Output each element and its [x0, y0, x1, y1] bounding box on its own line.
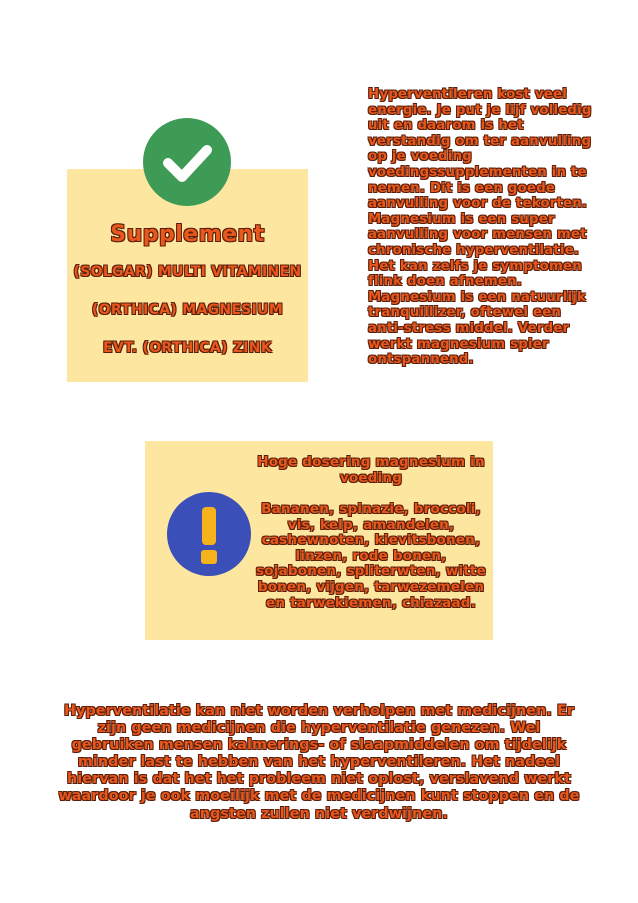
intro-paragraph: Hyperventileren kost veel energie. Je put je lijf volledig uit en daarom is het verstandig om ter aanvulling op je voeding voedingssupplementen in te nemen. Dit is een goede aanvulling voor de tekorten. Magnesium is een super aanvulling voor mensen met chronische hyperventilatie. Het kan zelfs je symptomen flink doen afnemen. Magnesium is een natuurlijk tranquillizer, oftewel een anti-stress middel. Verder werkt magnesium spier ontspannend.: [368, 87, 592, 368]
food-card-title: Hoge dosering magnesium in voeding: [257, 454, 485, 486]
supplement-item: (SOLGAR) MULTI VITAMINEN: [73, 264, 302, 280]
closing-paragraph: Hyperventilatie kan niet worden verholpen met medicijnen. Er zijn geen medicijnen die hyperventilatie genezen. Wel gebruiken mensen kalmerings- of slaapmiddelen om tijdelijk minder last te hebben van het hyperventileren. Het nadeel hiervan is dat het het probleem niet oplost, verslavend werkt waardoor je ook moeilijk met de medicijnen kunt stoppen en de angsten zullen niet verdwijnen.: [58, 703, 580, 822]
supplement-title: Supplement: [110, 222, 265, 247]
supplement-item: (ORTHICA) MAGNESIUM: [91, 302, 284, 318]
checkmark-icon: [143, 118, 231, 206]
food-list: Bananen, spinazie, broccoli, vis, kelp, amandelen, cashewnoten, kievitsbonen, linzen, rode bonen, sojabonen, spliterwten, witte bonen, vijgen, tarwezemelen en tarwekiemen, chiazaad.: [256, 501, 486, 611]
supplement-item: EVT. (ORTHICA) ZINK: [103, 340, 272, 356]
exclamation-icon: [167, 492, 251, 576]
